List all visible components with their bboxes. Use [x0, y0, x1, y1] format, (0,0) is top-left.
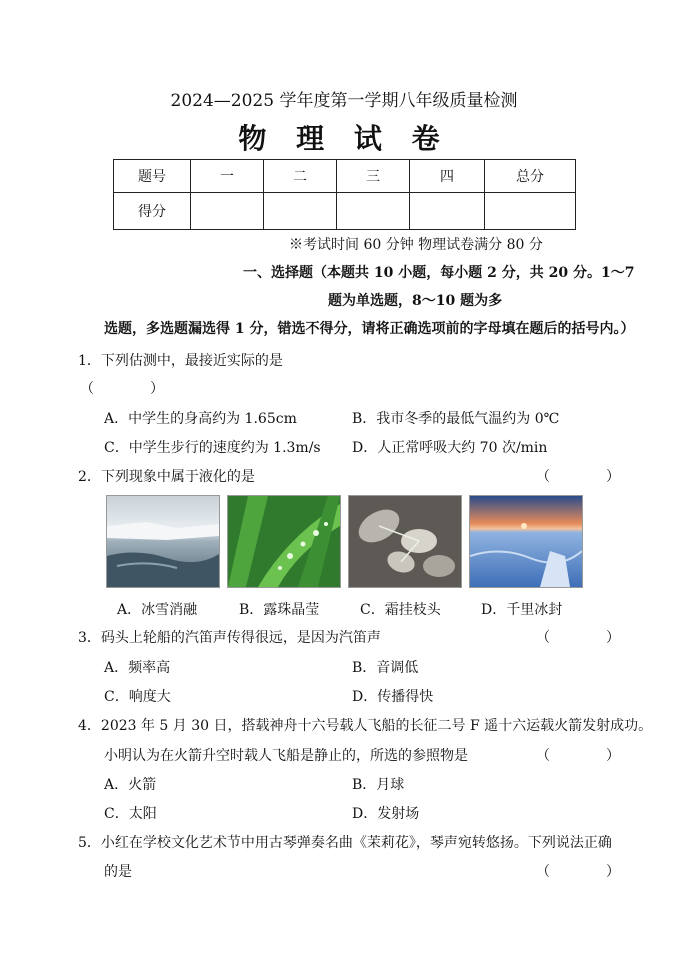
- q2-answer-paren[interactable]: （ ）: [536, 469, 620, 485]
- ice-melting-photo: [106, 495, 220, 588]
- q1-option-a: A．中学生的身高约为 1.65cm: [104, 411, 297, 427]
- q4-option-d: D．发射场: [352, 806, 420, 822]
- q1-option-c: C．中学生步行的速度约为 1.3m/s: [104, 440, 321, 456]
- score-input-cell[interactable]: [191, 193, 264, 230]
- q5-answer-paren[interactable]: （ ）: [536, 864, 620, 880]
- q2-option-b: B．露珠晶莹: [239, 602, 320, 618]
- q4-answer-paren[interactable]: （ ）: [536, 748, 620, 764]
- score-cell: 二: [264, 160, 337, 193]
- q2-option-a: A．冰雪消融: [117, 602, 198, 618]
- q2-option-d: D．千里冰封: [481, 602, 563, 618]
- score-cell: 三: [337, 160, 410, 193]
- q3-stem: 3．码头上轮船的汽笛声传得很远，是因为汽笛声: [78, 630, 381, 646]
- q2-option-c: C．霜挂枝头: [360, 602, 441, 618]
- score-table-score-row: [114, 193, 576, 230]
- score-cell: 题号: [114, 160, 191, 193]
- score-cell: 四: [410, 160, 485, 193]
- q3-option-b: B．音调低: [352, 660, 419, 676]
- q3-option-a: A．频率高: [104, 660, 171, 676]
- score-cell: 一: [191, 160, 264, 193]
- q1-option-d: D．人正常呼吸大约 70 次/min: [352, 440, 548, 456]
- q3-answer-paren[interactable]: （ ）: [536, 630, 620, 646]
- q1-option-b: B．我市冬季的最低气温约为 0℃: [352, 411, 560, 427]
- section1-instruction-line1: 一、选择题（本题共 10 小题，每小题 2 分，共 20 分。1～7: [243, 265, 635, 281]
- score-input-cell[interactable]: [337, 193, 410, 230]
- score-cell: 得分: [114, 193, 191, 230]
- q4-option-b: B．月球: [352, 777, 405, 793]
- q4-option-c: C．太阳: [104, 806, 157, 822]
- q4-stem-line2: 小明认为在火箭升空时载人飞船是静止的，所选的参照物是: [104, 748, 468, 764]
- score-cell: 总分: [485, 160, 576, 193]
- q3-option-d: D．传播得快: [352, 689, 434, 705]
- exam-note: ※考试时间 60 分钟 物理试卷满分 80 分: [289, 237, 543, 253]
- paper-title: 物 理 试 卷: [238, 122, 450, 155]
- section1-instruction-line2: 题为单选题，8～10 题为多: [328, 293, 503, 309]
- score-table-header-row: [114, 160, 576, 193]
- q1-stem: 1．下列估测中，最接近实际的是: [78, 353, 283, 369]
- score-input-cell[interactable]: [264, 193, 337, 230]
- q1-answer-paren[interactable]: （ ）: [80, 381, 164, 397]
- frozen-land-photo: [469, 495, 583, 588]
- exam-header-line: 2024—2025 学年度第一学期八年级质量检测: [170, 91, 518, 111]
- q5-stem-line2: 的是: [104, 864, 132, 880]
- q5-stem-line1: 5．小红在学校文化艺术节中用古琴弹奏名曲《茉莉花》，琴声宛转悠扬。下列说法正确: [78, 835, 612, 851]
- q4-stem-line1: 4．2023 年 5 月 30 日，搭载神舟十六号载人飞船的长征二号 F 遥十六运载火箭发射成功。: [78, 718, 653, 734]
- score-input-cell[interactable]: [485, 193, 576, 230]
- section1-instruction-line3: 选题，多选题漏选得 1 分，错选不得分，请将正确选项前的字母填在题后的括号内。）: [104, 321, 635, 337]
- q2-stem: 2．下列现象中属于液化的是: [78, 469, 255, 485]
- score-table: [113, 159, 576, 230]
- dew-drops-photo: [227, 495, 341, 588]
- score-input-cell[interactable]: [410, 193, 485, 230]
- q3-option-c: C．响度大: [104, 689, 171, 705]
- q4-option-a: A．火箭: [104, 777, 157, 793]
- frost-on-leaves-photo: [348, 495, 462, 588]
